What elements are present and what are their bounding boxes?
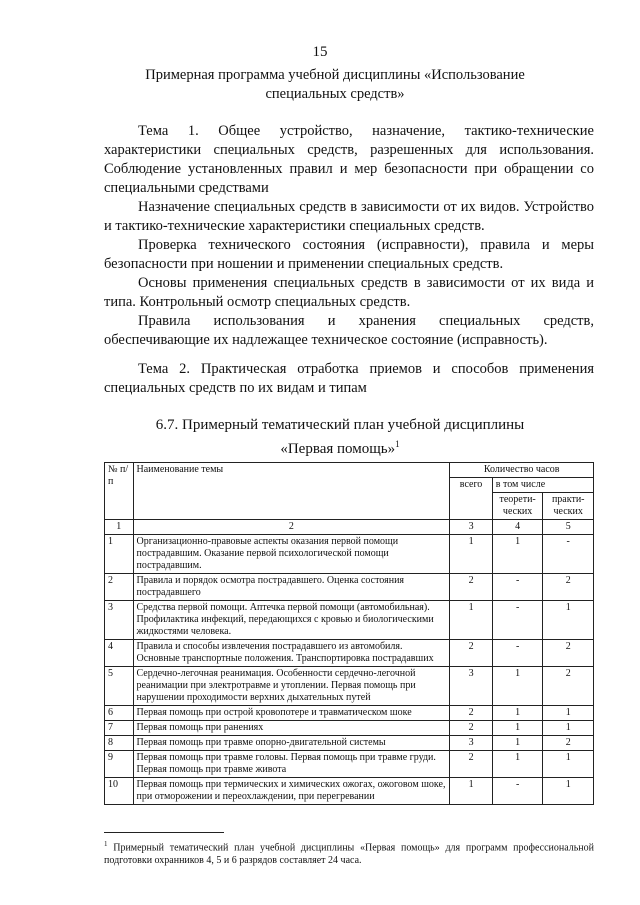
index-cell: 2 [133,520,450,535]
header-total: всего [450,478,492,520]
plan-title-text: «Первая помощь» [280,441,396,457]
total-hours-cell: 3 [450,736,492,751]
table-row [105,778,594,805]
document-title: Примерная программа учебной дисциплины «Использование специальных средств» [145,67,525,102]
topic-1-heading: Тема 1. Общее устройство, назначение, тактико-технические характеристики специальных средств, разрешенных для использования. Соблюдение установленных правил и мер безопасности при обращении со специальными средствами [104,123,594,196]
footnote-mark: 1 [104,840,108,848]
index-cell: 4 [492,520,543,535]
header-practice: практи-ческих [543,493,594,520]
table-row [105,574,594,601]
theory-hours-cell: 1 [492,535,543,574]
theory-hours-cell: - [492,778,543,805]
thematic-plan-table [104,462,594,805]
theory-hours-cell: 1 [492,736,543,751]
practice-hours-cell: 2 [543,667,594,706]
index-cell: 5 [543,520,594,535]
total-hours-cell: 1 [450,535,492,574]
table-row [105,721,594,736]
plan-title-line-1: 6.7. Примерный тематический план учебной дисциплины [155,417,525,433]
practice-hours-cell: 1 [543,706,594,721]
plan-title [130,416,550,459]
row-number-cell: 9 [105,751,134,778]
header-including: в том числе [492,478,593,493]
table-row [105,640,594,667]
row-number-cell: 5 [105,667,134,706]
row-number-cell: 3 [105,601,134,640]
table-row [105,706,594,721]
row-number-cell: 8 [105,736,134,751]
topic-1-paragraph: Основы применения специальных средств в зависимости от их вида и типа. Контрольный осмотр специальных средств. [104,275,594,310]
total-hours-cell: 3 [450,667,492,706]
footnote [104,838,594,867]
table-row [105,535,594,574]
column-index-row [105,520,594,535]
theory-hours-cell: 1 [492,721,543,736]
topic-1-paragraph: Правила использования и хранения специальных средств, обеспечивающие их надлежащее техническое состояние (исправность). [104,313,594,348]
index-cell: 1 [105,520,134,535]
topic-name-cell: Первая помощь при травме опорно-двигательной системы [133,736,450,751]
total-hours-cell: 2 [450,721,492,736]
table-row [105,751,594,778]
row-number-cell: 4 [105,640,134,667]
practice-hours-cell: 1 [543,751,594,778]
theory-hours-cell: 1 [492,751,543,778]
row-number-cell: 1 [105,535,134,574]
total-hours-cell: 2 [450,751,492,778]
topic-2-section [104,360,594,398]
topic-1-paragraph: Проверка технического состояния (исправности), правила и меры безопасности при ношении и применении специальных средств. [104,237,594,272]
theory-hours-cell: 1 [492,667,543,706]
header-num: № п/п [105,463,134,520]
practice-hours-cell: 2 [543,574,594,601]
practice-hours-cell: 1 [543,778,594,805]
topic-name-cell: Первая помощь при травме головы. Первая помощь при травме груди. Первая помощь при травме живота [133,751,450,778]
table-row [105,601,594,640]
topic-name-cell: Правила и порядок осмотра пострадавшего. Оценка состояния пострадавшего [133,574,450,601]
table-row [105,667,594,706]
total-hours-cell: 1 [450,601,492,640]
total-hours-cell: 2 [450,706,492,721]
topic-name-cell: Средства первой помощи. Аптечка первой помощи (автомобильная). Профилактика инфекций, передающихся с кровью и биологическими жидкостями человека. [133,601,450,640]
topic-1-section [104,122,594,350]
total-hours-cell: 2 [450,574,492,601]
topic-name-cell: Первая помощь при ранениях [133,721,450,736]
footnote-divider [104,832,224,833]
plan-title-footnote-mark: 1 [395,439,400,449]
footnote-text: Примерный тематический план учебной дисциплины «Первая помощь» для программ профессиональной подготовки охранников 4, 5 и 6 разрядов составляет 24 часа. [104,842,594,867]
header-theory: теорети-ческих [492,493,543,520]
row-number-cell: 6 [105,706,134,721]
header-hours: Количество часов [450,463,594,478]
plan-title-line-2 [130,435,550,459]
theory-hours-cell: - [492,574,543,601]
theory-hours-cell: 1 [492,706,543,721]
topic-2-heading: Тема 2. Практическая отработка приемов и способов применения специальных средств по их видам и типам [104,361,594,396]
topic-1-paragraph: Назначение специальных средств в зависимости от их видов. Устройство и тактико-технические характеристики специальных средств. [104,199,594,234]
row-number-cell: 10 [105,778,134,805]
index-cell: 3 [450,520,492,535]
practice-hours-cell: - [543,535,594,574]
total-hours-cell: 1 [450,778,492,805]
practice-hours-cell: 1 [543,601,594,640]
theory-hours-cell: - [492,640,543,667]
row-number-cell: 2 [105,574,134,601]
topic-name-cell: Первая помощь при острой кровопотере и травматическом шоке [133,706,450,721]
topic-name-cell: Первая помощь при термических и химических ожогах, ожоговом шоке, при отморожении и переохлаждении, при перегревании [133,778,450,805]
practice-hours-cell: 2 [543,736,594,751]
page-number: 15 [312,44,328,60]
topic-name-cell: Сердечно-легочная реанимация. Особенности сердечно-легочной реанимации при электротравме и утоплении. Первая помощь при нарушении проходимости верхних дыхательных путей [133,667,450,706]
theory-hours-cell: - [492,601,543,640]
practice-hours-cell: 2 [543,640,594,667]
table-row [105,736,594,751]
total-hours-cell: 2 [450,640,492,667]
practice-hours-cell: 1 [543,721,594,736]
topic-name-cell: Правила и способы извлечения пострадавшего из автомобиля. Основные транспортные положения. Транспортировка пострадавших [133,640,450,667]
header-name: Наименование темы [133,463,450,520]
row-number-cell: 7 [105,721,134,736]
topic-name-cell: Организационно-правовые аспекты оказания первой помощи пострадавшим. Оказание первой психологической помощи пострадавшим. [133,535,450,574]
